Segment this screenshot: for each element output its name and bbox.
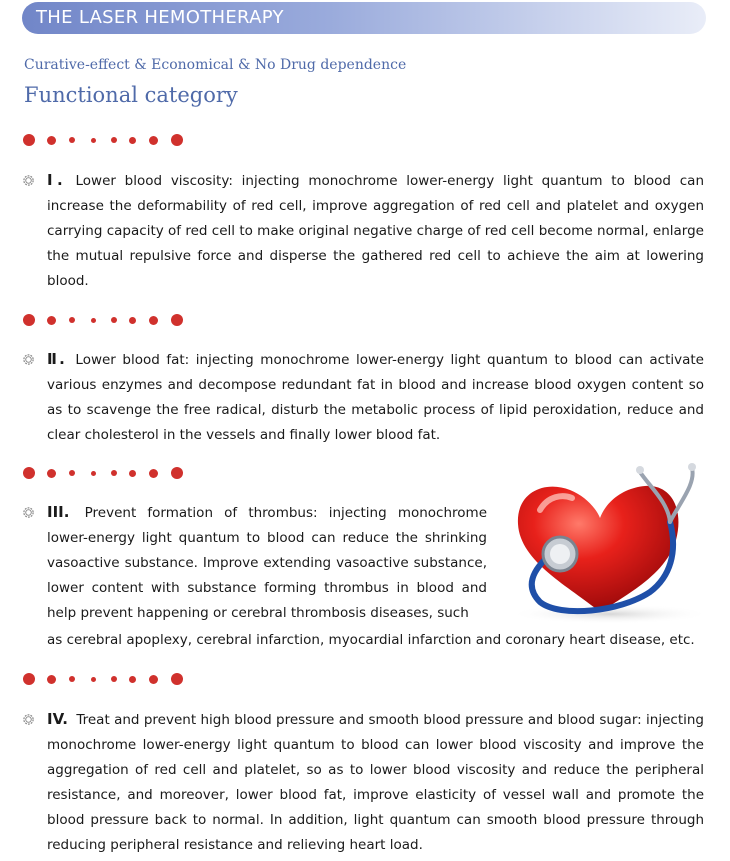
item-text: Prevent formation of thrombus: injecting monochrome lower-energy light quantum to blood can reduce the shrinking vasoactive substance. Improve extending vasoactive substance, lower content with substance forming thrombus in blood and help prevent happening or cerebral thrombosis diseases, such bbox=[47, 505, 487, 621]
item-numeral: IV. bbox=[47, 710, 68, 728]
gear-bullet-icon bbox=[22, 506, 35, 519]
gear-bullet-icon bbox=[22, 713, 35, 726]
title-banner bbox=[22, 2, 706, 34]
item-2 bbox=[47, 347, 704, 448]
item-text: Lower blood fat: injecting monochrome lower-energy light quantum to blood can activate various enzymes and decompose redundant fat in blood and increase blood oxygen content so as to scavenge the free radical, disturb the metabolic process of lipid peroxidation, reduce and clear cholesterol in the vessels and finally lower blood fat. bbox=[47, 352, 704, 443]
item-4 bbox=[47, 707, 704, 858]
item-3-tail: as cerebral apoplexy, cerebral infarction, myocardial infarction and coronary heart disease, etc. bbox=[47, 632, 695, 648]
gear-bullet-icon bbox=[22, 353, 35, 366]
heart-stethoscope-illustration bbox=[500, 462, 730, 630]
dot-divider bbox=[23, 466, 193, 480]
item-text: Treat and prevent high blood pressure and smooth blood pressure and blood sugar: injecting monochrome lower-energy light quantum to blood can lower blood viscosity and improve the aggregation of red cell and platelet, so as to lower blood viscosity and reduce the peripheral resistance, and moreover, lower blood fat, improve elasticity of vessel wall and promote the blood pressure back to normal. In addition, light quantum can smooth blood pressure through reducing peripheral resistance and relieving heart load. bbox=[47, 712, 704, 853]
gear-bullet-icon bbox=[22, 174, 35, 187]
item-numeral: III. bbox=[47, 503, 70, 521]
dot-divider bbox=[23, 133, 193, 147]
item-numeral: Ⅰ. bbox=[47, 171, 63, 189]
section-title: Functional category bbox=[24, 83, 238, 107]
item-text: Lower blood viscosity: injecting monochrome lower-energy light quantum to blood can increase the deformability of red cell, improve aggregation of red cell and platelet and oxygen carrying capacity of red cell to make original negative charge of red cell become normal, enlarge the mutual repulsive force and disperse the gathered red cell to achieve the aim at lowering blood. bbox=[47, 173, 704, 289]
page-title: THE LASER HEMOTHERAPY bbox=[36, 7, 284, 28]
dot-divider bbox=[23, 313, 193, 327]
item-1 bbox=[47, 168, 704, 294]
subtitle: Curative-effect & Economical & No Drug dependence bbox=[24, 57, 407, 73]
item-numeral: Ⅱ. bbox=[47, 350, 65, 368]
item-3 bbox=[47, 500, 487, 626]
dot-divider bbox=[23, 672, 193, 686]
